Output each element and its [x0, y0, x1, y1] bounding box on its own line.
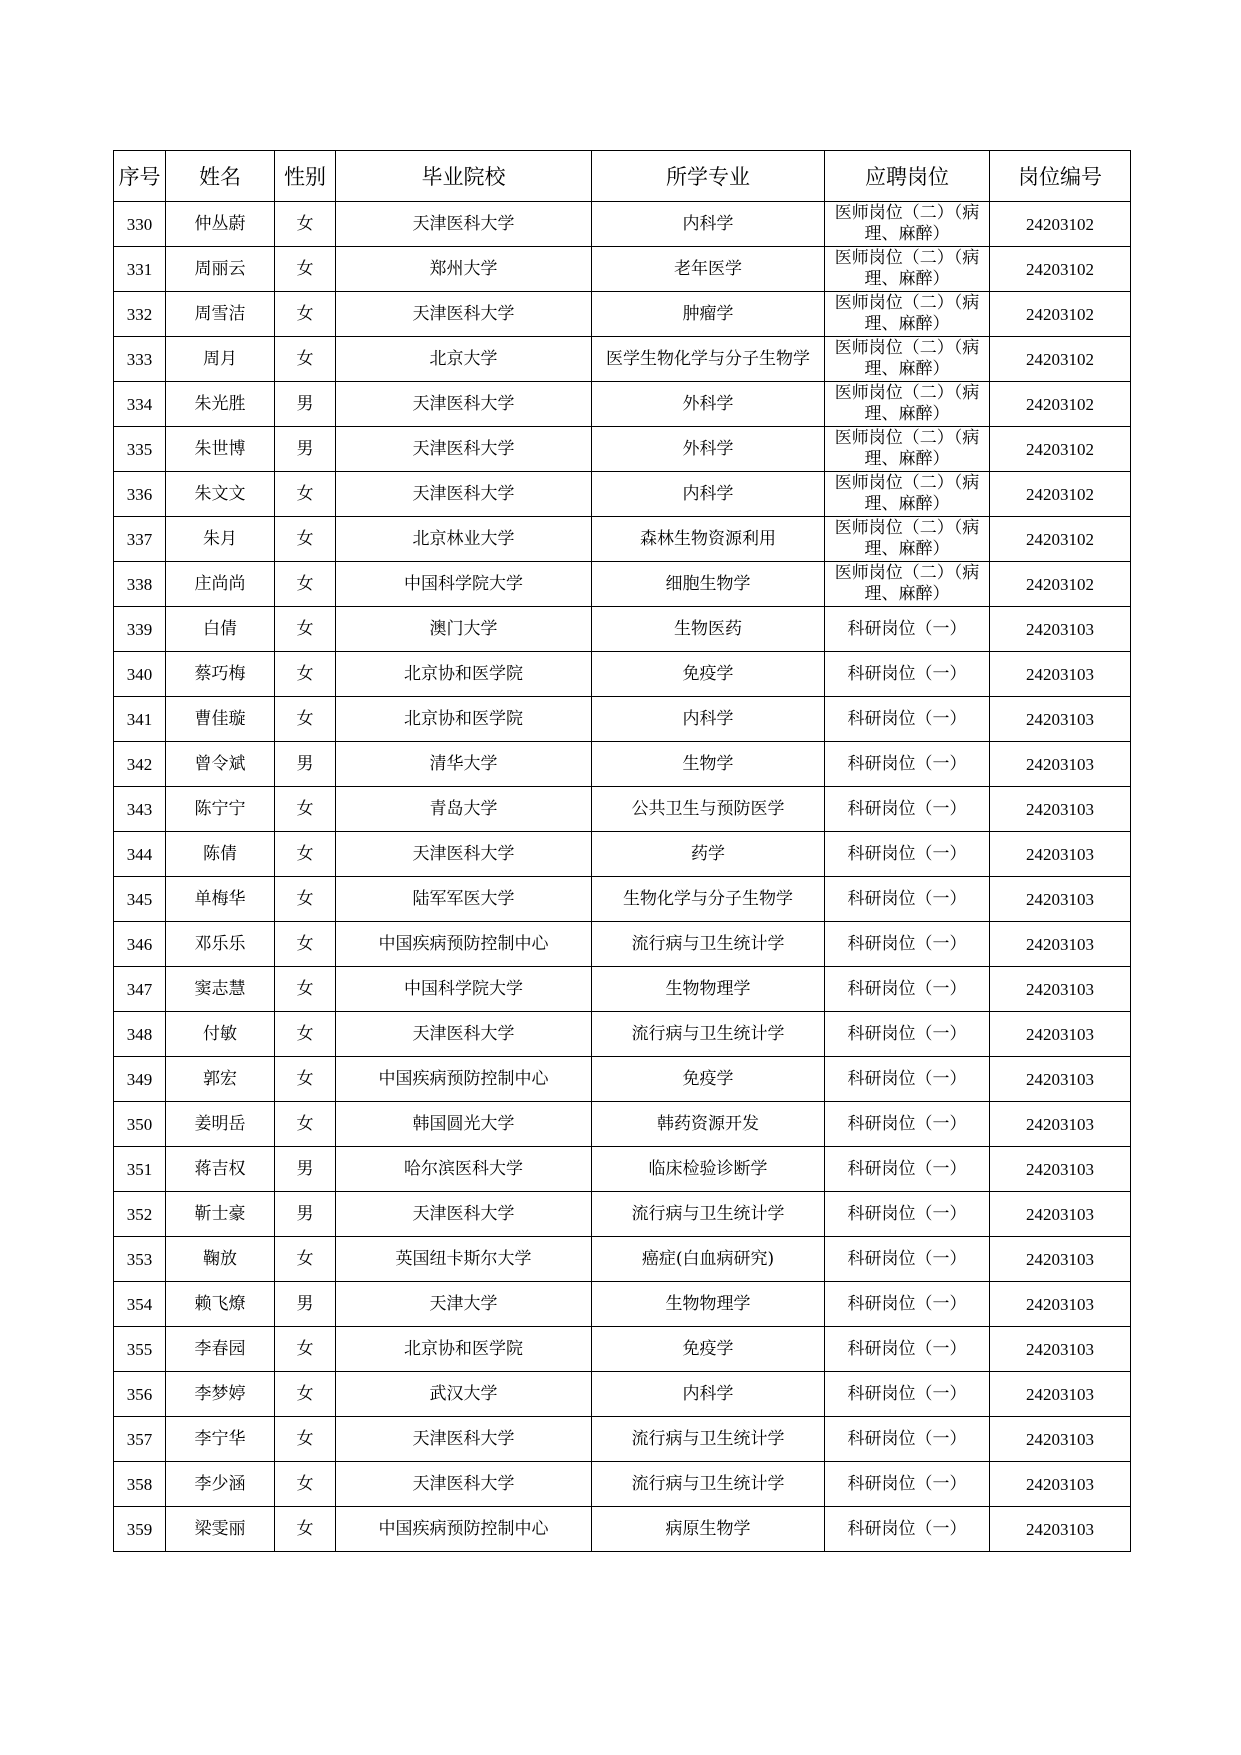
cell-position-code: 24203103 [990, 922, 1131, 967]
cell-gender: 女 [275, 1237, 336, 1282]
cell-position: 科研岗位（一） [825, 832, 990, 877]
cell-serial: 337 [114, 517, 166, 562]
cell-position: 科研岗位（一） [825, 742, 990, 787]
cell-position-code: 24203103 [990, 1462, 1131, 1507]
cell-major: 流行病与卫生统计学 [592, 922, 825, 967]
cell-major: 临床检验诊断学 [592, 1147, 825, 1192]
cell-gender: 女 [275, 1417, 336, 1462]
cell-major: 生物物理学 [592, 1282, 825, 1327]
cell-name: 窦志慧 [166, 967, 275, 1012]
cell-name: 朱月 [166, 517, 275, 562]
cell-gender: 女 [275, 247, 336, 292]
cell-major: 生物医药 [592, 607, 825, 652]
cell-position-code: 24203102 [990, 562, 1131, 607]
cell-position-code: 24203102 [990, 382, 1131, 427]
cell-school: 天津医科大学 [336, 382, 592, 427]
cell-position: 科研岗位（一） [825, 1507, 990, 1552]
cell-school: 天津医科大学 [336, 472, 592, 517]
header-name: 姓名 [166, 151, 275, 202]
header-position-code: 岗位编号 [990, 151, 1131, 202]
cell-school: 中国疾病预防控制中心 [336, 1057, 592, 1102]
cell-school: 中国疾病预防控制中心 [336, 1507, 592, 1552]
cell-gender: 女 [275, 1012, 336, 1057]
table-row [114, 607, 1131, 652]
table-row [114, 337, 1131, 382]
cell-serial: 348 [114, 1012, 166, 1057]
cell-position: 科研岗位（一） [825, 1417, 990, 1462]
cell-major: 医学生物化学与分子生物学 [592, 337, 825, 382]
table-row [114, 1282, 1131, 1327]
cell-major: 免疫学 [592, 1057, 825, 1102]
cell-position-code: 24203103 [990, 1057, 1131, 1102]
cell-position: 科研岗位（一） [825, 1462, 990, 1507]
cell-major: 内科学 [592, 202, 825, 247]
cell-name: 曹佳璇 [166, 697, 275, 742]
cell-gender: 男 [275, 427, 336, 472]
cell-position: 科研岗位（一） [825, 967, 990, 1012]
cell-name: 靳士豪 [166, 1192, 275, 1237]
candidate-table [113, 150, 1131, 1552]
table-row [114, 292, 1131, 337]
cell-serial: 347 [114, 967, 166, 1012]
header-position: 应聘岗位 [825, 151, 990, 202]
cell-serial: 333 [114, 337, 166, 382]
cell-gender: 女 [275, 562, 336, 607]
cell-gender: 男 [275, 1282, 336, 1327]
cell-serial: 358 [114, 1462, 166, 1507]
cell-school: 北京林业大学 [336, 517, 592, 562]
cell-name: 姜明岳 [166, 1102, 275, 1147]
header-major: 所学专业 [592, 151, 825, 202]
table-row [114, 1057, 1131, 1102]
table-row [114, 1462, 1131, 1507]
cell-gender: 男 [275, 382, 336, 427]
table-row [114, 1372, 1131, 1417]
cell-serial: 352 [114, 1192, 166, 1237]
cell-name: 陈宁宁 [166, 787, 275, 832]
cell-name: 郭宏 [166, 1057, 275, 1102]
table-body [114, 202, 1131, 1552]
cell-school: 郑州大学 [336, 247, 592, 292]
cell-school: 天津医科大学 [336, 427, 592, 472]
cell-school: 清华大学 [336, 742, 592, 787]
cell-school: 中国科学院大学 [336, 967, 592, 1012]
cell-major: 细胞生物学 [592, 562, 825, 607]
cell-serial: 342 [114, 742, 166, 787]
cell-serial: 339 [114, 607, 166, 652]
cell-position: 医师岗位（二）（病理、麻醉） [825, 562, 990, 607]
cell-name: 邓乐乐 [166, 922, 275, 967]
cell-name: 周雪洁 [166, 292, 275, 337]
cell-position: 科研岗位（一） [825, 652, 990, 697]
cell-name: 付敏 [166, 1012, 275, 1057]
cell-gender: 男 [275, 1147, 336, 1192]
cell-position-code: 24203103 [990, 742, 1131, 787]
cell-name: 朱文文 [166, 472, 275, 517]
cell-gender: 女 [275, 472, 336, 517]
cell-major: 癌症(白血病研究) [592, 1237, 825, 1282]
cell-serial: 350 [114, 1102, 166, 1147]
cell-gender: 女 [275, 337, 336, 382]
cell-serial: 357 [114, 1417, 166, 1462]
cell-serial: 340 [114, 652, 166, 697]
cell-position: 科研岗位（一） [825, 1327, 990, 1372]
cell-position: 科研岗位（一） [825, 1282, 990, 1327]
cell-school: 北京大学 [336, 337, 592, 382]
cell-name: 鞠放 [166, 1237, 275, 1282]
cell-name: 李梦婷 [166, 1372, 275, 1417]
cell-major: 内科学 [592, 472, 825, 517]
cell-gender: 女 [275, 832, 336, 877]
table-row [114, 427, 1131, 472]
cell-position-code: 24203103 [990, 1417, 1131, 1462]
cell-major: 老年医学 [592, 247, 825, 292]
table-row [114, 922, 1131, 967]
cell-name: 梁雯丽 [166, 1507, 275, 1552]
cell-position: 科研岗位（一） [825, 697, 990, 742]
cell-position: 医师岗位（二）（病理、麻醉） [825, 517, 990, 562]
cell-name: 朱光胜 [166, 382, 275, 427]
cell-school: 天津医科大学 [336, 1462, 592, 1507]
cell-school: 陆军军医大学 [336, 877, 592, 922]
cell-position-code: 24203102 [990, 517, 1131, 562]
cell-major: 外科学 [592, 382, 825, 427]
cell-position: 科研岗位（一） [825, 1102, 990, 1147]
cell-major: 免疫学 [592, 652, 825, 697]
table-row [114, 562, 1131, 607]
cell-position-code: 24203102 [990, 202, 1131, 247]
cell-name: 庄尚尚 [166, 562, 275, 607]
cell-position: 科研岗位（一） [825, 1057, 990, 1102]
cell-school: 天津医科大学 [336, 1417, 592, 1462]
cell-gender: 男 [275, 1192, 336, 1237]
cell-school: 天津大学 [336, 1282, 592, 1327]
cell-serial: 335 [114, 427, 166, 472]
cell-major: 流行病与卫生统计学 [592, 1012, 825, 1057]
cell-major: 韩药资源开发 [592, 1102, 825, 1147]
cell-name: 蔡巧梅 [166, 652, 275, 697]
cell-position-code: 24203103 [990, 967, 1131, 1012]
cell-position: 科研岗位（一） [825, 877, 990, 922]
cell-position: 科研岗位（一） [825, 787, 990, 832]
cell-position-code: 24203103 [990, 652, 1131, 697]
cell-position-code: 24203103 [990, 607, 1131, 652]
cell-gender: 女 [275, 1327, 336, 1372]
cell-serial: 330 [114, 202, 166, 247]
cell-major: 内科学 [592, 1372, 825, 1417]
cell-position: 科研岗位（一） [825, 1237, 990, 1282]
cell-major: 肿瘤学 [592, 292, 825, 337]
cell-position-code: 24203103 [990, 1507, 1131, 1552]
cell-school: 中国科学院大学 [336, 562, 592, 607]
cell-major: 免疫学 [592, 1327, 825, 1372]
header-gender: 性别 [275, 151, 336, 202]
cell-school: 哈尔滨医科大学 [336, 1147, 592, 1192]
cell-position: 科研岗位（一） [825, 1012, 990, 1057]
cell-school: 天津医科大学 [336, 202, 592, 247]
cell-major: 公共卫生与预防医学 [592, 787, 825, 832]
cell-position-code: 24203103 [990, 1192, 1131, 1237]
cell-gender: 女 [275, 967, 336, 1012]
cell-gender: 女 [275, 607, 336, 652]
cell-gender: 女 [275, 652, 336, 697]
cell-major: 流行病与卫生统计学 [592, 1192, 825, 1237]
table-row [114, 1102, 1131, 1147]
cell-position: 医师岗位（二）（病理、麻醉） [825, 337, 990, 382]
cell-position: 医师岗位（二）（病理、麻醉） [825, 382, 990, 427]
table-row [114, 382, 1131, 427]
cell-position: 医师岗位（二）（病理、麻醉） [825, 427, 990, 472]
cell-name: 白倩 [166, 607, 275, 652]
cell-position-code: 24203102 [990, 337, 1131, 382]
cell-gender: 女 [275, 1507, 336, 1552]
cell-name: 蒋吉权 [166, 1147, 275, 1192]
cell-major: 流行病与卫生统计学 [592, 1417, 825, 1462]
cell-serial: 355 [114, 1327, 166, 1372]
cell-school: 青岛大学 [336, 787, 592, 832]
cell-major: 流行病与卫生统计学 [592, 1462, 825, 1507]
cell-major: 外科学 [592, 427, 825, 472]
cell-position: 科研岗位（一） [825, 922, 990, 967]
table-row [114, 697, 1131, 742]
cell-school: 武汉大学 [336, 1372, 592, 1417]
table-row [114, 1012, 1131, 1057]
cell-school: 北京协和医学院 [336, 652, 592, 697]
cell-position: 科研岗位（一） [825, 607, 990, 652]
cell-position-code: 24203103 [990, 1237, 1131, 1282]
header-serial: 序号 [114, 151, 166, 202]
cell-gender: 女 [275, 922, 336, 967]
cell-serial: 359 [114, 1507, 166, 1552]
table-row [114, 1507, 1131, 1552]
cell-gender: 女 [275, 697, 336, 742]
table-row [114, 1417, 1131, 1462]
cell-gender: 女 [275, 787, 336, 832]
cell-gender: 女 [275, 1372, 336, 1417]
cell-serial: 341 [114, 697, 166, 742]
cell-position: 医师岗位（二）（病理、麻醉） [825, 247, 990, 292]
cell-school: 澳门大学 [336, 607, 592, 652]
cell-serial: 353 [114, 1237, 166, 1282]
table-row [114, 472, 1131, 517]
cell-major: 生物学 [592, 742, 825, 787]
table-row [114, 787, 1131, 832]
cell-position: 医师岗位（二）（病理、麻醉） [825, 292, 990, 337]
table-row [114, 877, 1131, 922]
cell-school: 天津医科大学 [336, 832, 592, 877]
cell-serial: 334 [114, 382, 166, 427]
header-school: 毕业院校 [336, 151, 592, 202]
cell-school: 英国纽卡斯尔大学 [336, 1237, 592, 1282]
header-row [114, 151, 1131, 202]
cell-serial: 332 [114, 292, 166, 337]
cell-gender: 女 [275, 292, 336, 337]
cell-position-code: 24203103 [990, 1147, 1131, 1192]
cell-name: 曾令斌 [166, 742, 275, 787]
cell-name: 周月 [166, 337, 275, 382]
cell-school: 中国疾病预防控制中心 [336, 922, 592, 967]
cell-name: 李春园 [166, 1327, 275, 1372]
table-row [114, 742, 1131, 787]
cell-serial: 336 [114, 472, 166, 517]
table-row [114, 517, 1131, 562]
cell-position: 科研岗位（一） [825, 1372, 990, 1417]
cell-school: 北京协和医学院 [336, 1327, 592, 1372]
cell-serial: 351 [114, 1147, 166, 1192]
cell-position-code: 24203102 [990, 292, 1131, 337]
cell-position-code: 24203103 [990, 1372, 1131, 1417]
table-row [114, 1327, 1131, 1372]
table-row [114, 1237, 1131, 1282]
cell-gender: 女 [275, 877, 336, 922]
cell-serial: 356 [114, 1372, 166, 1417]
cell-name: 朱世博 [166, 427, 275, 472]
cell-serial: 346 [114, 922, 166, 967]
table-row [114, 202, 1131, 247]
table-header [114, 151, 1131, 202]
cell-name: 周丽云 [166, 247, 275, 292]
cell-gender: 女 [275, 1462, 336, 1507]
cell-serial: 343 [114, 787, 166, 832]
cell-gender: 女 [275, 1057, 336, 1102]
table-row [114, 832, 1131, 877]
table-row [114, 1147, 1131, 1192]
cell-school: 北京协和医学院 [336, 697, 592, 742]
cell-name: 陈倩 [166, 832, 275, 877]
table-row [114, 967, 1131, 1012]
cell-gender: 女 [275, 1102, 336, 1147]
cell-position-code: 24203103 [990, 697, 1131, 742]
cell-position-code: 24203103 [990, 787, 1131, 832]
cell-name: 单梅华 [166, 877, 275, 922]
cell-position-code: 24203102 [990, 472, 1131, 517]
table-row [114, 247, 1131, 292]
cell-serial: 345 [114, 877, 166, 922]
cell-position-code: 24203103 [990, 1282, 1131, 1327]
table-row [114, 652, 1131, 697]
cell-position: 科研岗位（一） [825, 1147, 990, 1192]
cell-serial: 331 [114, 247, 166, 292]
cell-serial: 349 [114, 1057, 166, 1102]
cell-serial: 338 [114, 562, 166, 607]
cell-gender: 女 [275, 517, 336, 562]
cell-serial: 344 [114, 832, 166, 877]
cell-position: 医师岗位（二）（病理、麻醉） [825, 202, 990, 247]
cell-position: 科研岗位（一） [825, 1192, 990, 1237]
cell-major: 内科学 [592, 697, 825, 742]
cell-position-code: 24203103 [990, 1102, 1131, 1147]
cell-name: 李宁华 [166, 1417, 275, 1462]
cell-gender: 男 [275, 742, 336, 787]
cell-major: 生物化学与分子生物学 [592, 877, 825, 922]
cell-name: 赖飞燎 [166, 1282, 275, 1327]
cell-name: 李少涵 [166, 1462, 275, 1507]
cell-school: 天津医科大学 [336, 292, 592, 337]
cell-major: 药学 [592, 832, 825, 877]
cell-major: 森林生物资源利用 [592, 517, 825, 562]
cell-position-code: 24203103 [990, 1012, 1131, 1057]
cell-position-code: 24203103 [990, 832, 1131, 877]
table-row [114, 1192, 1131, 1237]
cell-major: 生物物理学 [592, 967, 825, 1012]
cell-school: 韩国圆光大学 [336, 1102, 592, 1147]
cell-position: 医师岗位（二）（病理、麻醉） [825, 472, 990, 517]
cell-gender: 女 [275, 202, 336, 247]
cell-major: 病原生物学 [592, 1507, 825, 1552]
cell-serial: 354 [114, 1282, 166, 1327]
cell-position-code: 24203102 [990, 247, 1131, 292]
cell-position-code: 24203102 [990, 427, 1131, 472]
cell-school: 天津医科大学 [336, 1192, 592, 1237]
cell-school: 天津医科大学 [336, 1012, 592, 1057]
cell-name: 仲丛蔚 [166, 202, 275, 247]
cell-position-code: 24203103 [990, 877, 1131, 922]
cell-position-code: 24203103 [990, 1327, 1131, 1372]
